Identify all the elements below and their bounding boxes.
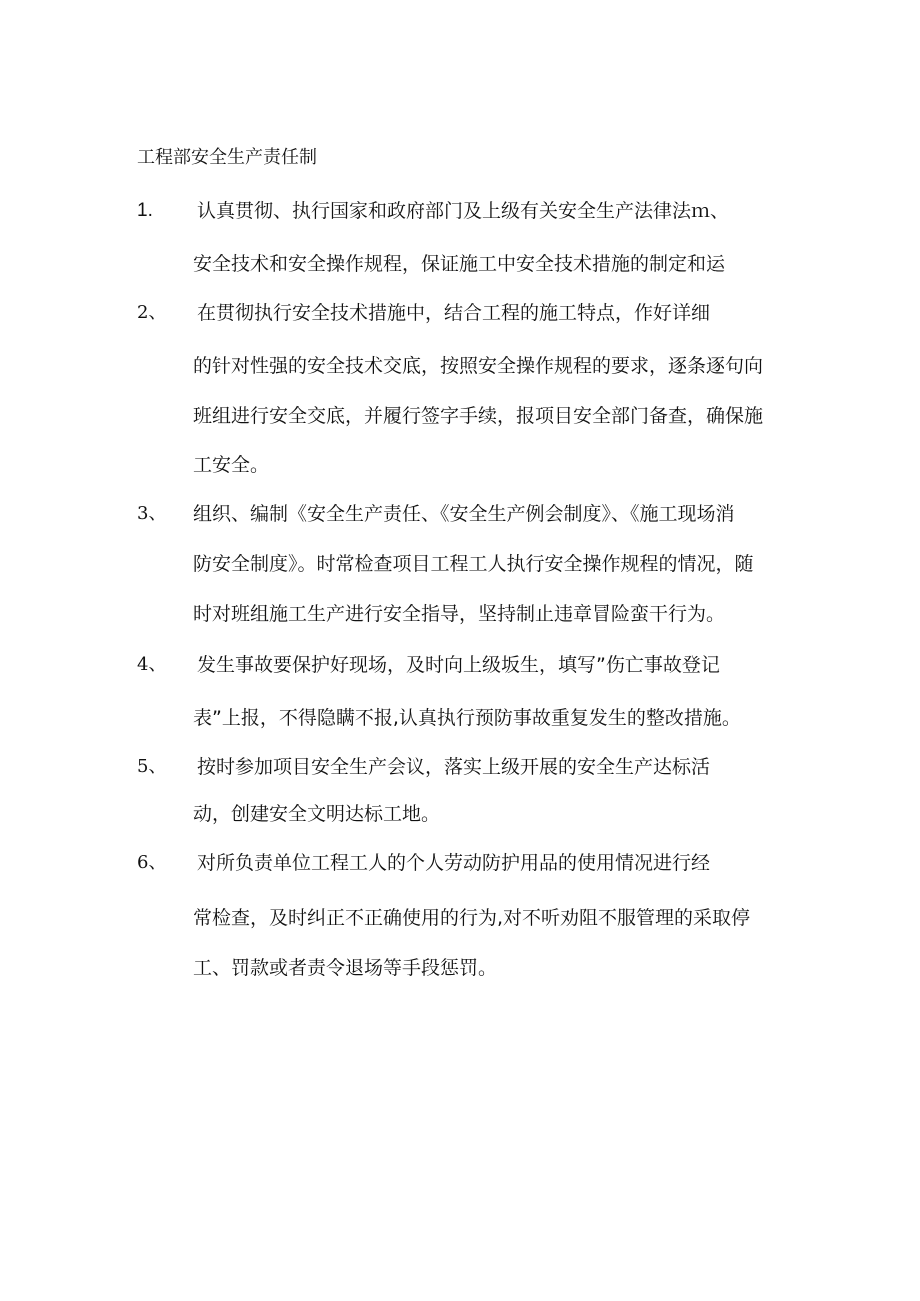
item-6-line-2: 常检查，及时纠正不正确使用的行为,对不听劝阻不服管理的采取停	[193, 907, 751, 929]
item-1-number: 1.	[137, 200, 153, 221]
item-5-number: 5、	[137, 756, 167, 777]
item-4-line-2: 表”上报，不得隐瞒不报,认真执行预防事故重复发生的整改措施。	[193, 707, 741, 729]
item-5-line-1: 按时参加项目安全生产会议，落实上级开展的安全生产达标活	[197, 756, 711, 778]
document-title: 工程部安全生产责任制	[137, 147, 317, 168]
item-1-line-1: 认真贯彻、执行国家和政府部门及上级有关安全生产法律法ｍ、	[197, 200, 730, 222]
item-2-number: 2、	[137, 302, 167, 323]
item-2-line-4: 工安全。	[193, 454, 270, 476]
item-6-line-3: 工、罚款或者责令退场等手段惩罚。	[193, 957, 498, 979]
item-3-line-3: 时对班组施工生产进行安全指导，坚持制止违章冒险蛮干行为。	[193, 603, 726, 625]
item-2-line-1: 在贯彻执行安全技术措施中，结合工程的施工特点，作好详细	[197, 302, 711, 324]
item-6-line-1: 对所负责单位工程工人的个人劳动防护用品的使用情况进行经	[197, 852, 711, 874]
item-3-line-1: 组织、编制《安全生产责任、《安全生产例会制度》、《施工现场消	[193, 503, 735, 525]
item-1-line-2: 安全技术和安全操作规程，保证施工中安全技术措施的制定和运	[193, 253, 726, 275]
item-5-line-2: 动，创建安全文明达标工地。	[193, 803, 441, 825]
item-6-number: 6、	[137, 852, 167, 873]
item-2-line-3: 班组进行安全交底，并履行签字手续，报项目安全部门备查，确保施	[193, 405, 764, 427]
item-3-number: 3、	[137, 503, 167, 524]
item-2-line-2: 的针对性强的安全技术交底，按照安全操作规程的要求，逐条逐句向	[193, 355, 764, 377]
item-3-line-2: 防安全制度》。时常检查项目工程工人执行安全操作规程的情况，随	[193, 553, 754, 575]
item-4-number: 4、	[137, 654, 167, 675]
item-4-line-1: 发生事故要保护好现场，及时向上级坂生，填写”伤亡事故登记	[197, 654, 720, 676]
